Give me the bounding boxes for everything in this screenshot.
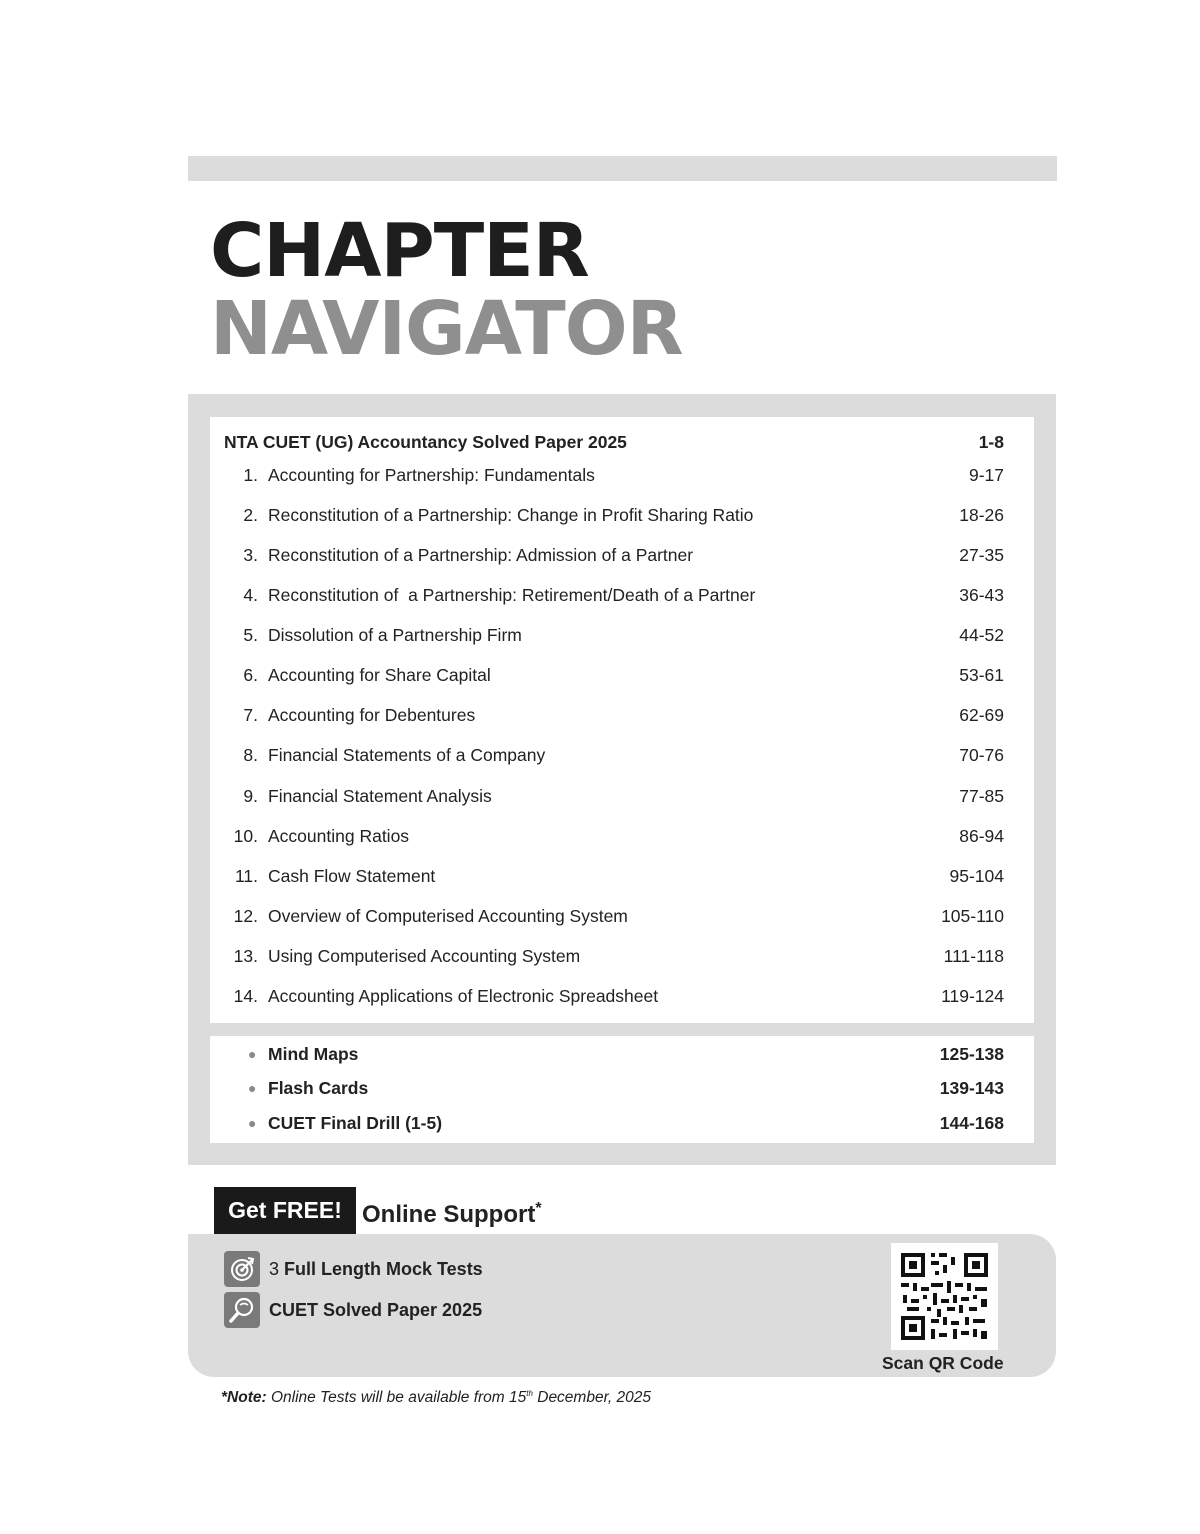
chapter-pages: 111-118 xyxy=(943,946,1004,966)
chapter-title: Reconstitution of a Partnership: Admission of a Partner xyxy=(268,545,694,565)
support-item-label: Full Length Mock Tests xyxy=(284,1258,483,1279)
chapter-number: 9. xyxy=(243,786,258,806)
toc-chapter-row[interactable] xyxy=(210,660,1034,690)
support-item-mock-tests[interactable] xyxy=(224,1251,483,1287)
online-support-mark: * xyxy=(535,1200,542,1217)
chapter-title: Accounting Ratios xyxy=(268,826,410,846)
chapter-number: 11. xyxy=(234,866,258,886)
extra-pages: 125-138 xyxy=(939,1044,1004,1064)
toc-header-label: NTA CUET (UG) Accountancy Solved Paper 2025 xyxy=(224,432,627,452)
chapter-pages: 62-69 xyxy=(959,705,1004,725)
extra-pages: 144-168 xyxy=(939,1113,1004,1133)
chapter-number: 5. xyxy=(243,625,258,645)
chapter-pages: 36-43 xyxy=(959,585,1004,605)
bullet-icon: ● xyxy=(248,1115,257,1131)
chapter-pages: 9-17 xyxy=(968,465,1004,485)
chapter-title: Reconstitution of a Partnership: Change in Profit Sharing Ratio xyxy=(268,505,754,525)
toc-chapter-row[interactable] xyxy=(210,781,1034,811)
chapter-pages: 105-110 xyxy=(941,906,1004,926)
support-item-prefix: 3 xyxy=(269,1258,285,1279)
footnote xyxy=(221,1389,651,1407)
chapter-pages: 44-52 xyxy=(959,625,1004,645)
toc-chapter-row[interactable] xyxy=(210,740,1034,770)
chapter-pages: 53-61 xyxy=(959,665,1004,685)
chapter-title: Financial Statement Analysis xyxy=(268,786,492,806)
support-item-solved-paper[interactable] xyxy=(224,1292,482,1328)
note-label: *Note: xyxy=(221,1389,267,1407)
extra-title: Flash Cards xyxy=(268,1078,369,1098)
chapter-number: 14. xyxy=(233,986,258,1006)
support-item-label: CUET Solved Paper 2025 xyxy=(269,1299,483,1320)
note-sup: th xyxy=(526,1389,533,1398)
chapter-pages: 95-104 xyxy=(949,866,1004,886)
toc-extras-list xyxy=(210,1036,1034,1143)
chapter-title: Dissolution of a Partnership Firm xyxy=(268,625,522,645)
chapter-pages: 70-76 xyxy=(959,745,1004,765)
note-date: December, 2025 xyxy=(532,1389,651,1407)
chapter-title: Using Computerised Accounting System xyxy=(268,946,581,966)
chapter-number: 7. xyxy=(243,705,258,725)
qr-label: Scan QR Code xyxy=(882,1353,1004,1373)
chapter-pages: 119-124 xyxy=(941,986,1004,1006)
chapter-title: Financial Statements of a Company xyxy=(268,745,546,765)
chapter-title: Accounting for Partnership: Fundamentals xyxy=(268,465,595,485)
extra-pages: 139-143 xyxy=(939,1078,1004,1098)
toc-chapter-row[interactable] xyxy=(210,981,1034,1011)
top-band xyxy=(188,156,1057,181)
online-support-text: Online Support xyxy=(362,1201,536,1228)
chapter-pages: 77-85 xyxy=(959,786,1004,806)
title-line-2: NAVIGATOR xyxy=(210,286,683,372)
magnifier-icon xyxy=(224,1292,260,1328)
chapter-title: Cash Flow Statement xyxy=(268,866,436,886)
toc-chapter-row[interactable] xyxy=(210,580,1034,610)
chapter-title: Overview of Computerised Accounting System xyxy=(268,906,628,926)
chapter-pages: 18-26 xyxy=(959,505,1004,525)
chapter-number: 4. xyxy=(243,585,258,605)
note-text: Online Tests will be available from 15 xyxy=(266,1389,527,1407)
toc-frame xyxy=(188,394,1056,1165)
toc-main-list xyxy=(210,417,1034,1023)
toc-chapter-row[interactable] xyxy=(210,460,1034,490)
chapter-number: 10. xyxy=(233,826,258,846)
online-support-heading xyxy=(362,1200,542,1229)
toc-header-pages: 1-8 xyxy=(978,432,1004,452)
toc-chapter-row[interactable] xyxy=(210,620,1034,650)
qr-code[interactable] xyxy=(891,1243,998,1350)
toc-chapter-row[interactable] xyxy=(210,821,1034,851)
chapter-pages: 86-94 xyxy=(959,826,1004,846)
title-line-1: CHAPTER xyxy=(210,208,589,294)
toc-chapter-row[interactable] xyxy=(210,941,1034,971)
toc-chapter-row[interactable] xyxy=(210,901,1034,931)
chapter-number: 2. xyxy=(243,505,258,525)
chapter-number: 12. xyxy=(233,906,258,926)
chapter-pages: 27-35 xyxy=(959,545,1004,565)
toc-extra-row[interactable] xyxy=(210,1073,1034,1103)
extra-title: Mind Maps xyxy=(268,1044,359,1064)
toc-extra-row[interactable] xyxy=(210,1039,1034,1069)
toc-chapter-row[interactable] xyxy=(210,540,1034,570)
get-free-badge: Get FREE! xyxy=(214,1187,356,1234)
toc-chapter-row[interactable] xyxy=(210,861,1034,891)
chapter-title: Reconstitution of a Partnership: Retirement/Death of a Partner xyxy=(268,585,756,605)
extra-title: CUET Final Drill (1-5) xyxy=(268,1113,443,1133)
toc-chapter-row[interactable] xyxy=(210,500,1034,530)
page-title xyxy=(210,208,683,372)
chapter-title: Accounting for Share Capital xyxy=(268,665,491,685)
bullet-icon: ● xyxy=(248,1080,257,1096)
chapter-number: 8. xyxy=(243,745,258,765)
chapter-title: Accounting Applications of Electronic Spreadsheet xyxy=(268,986,659,1006)
chapter-number: 6. xyxy=(243,665,258,685)
toc-extra-row[interactable] xyxy=(210,1108,1034,1138)
chapter-number: 1. xyxy=(243,465,258,485)
online-support-panel xyxy=(188,1234,1056,1377)
chapter-number: 3. xyxy=(243,545,258,565)
toc-chapter-row[interactable] xyxy=(210,700,1034,730)
bullet-icon: ● xyxy=(248,1046,257,1062)
target-icon xyxy=(224,1251,260,1287)
chapter-number: 13. xyxy=(233,946,258,966)
toc-header-row[interactable] xyxy=(210,427,1034,457)
chapter-title: Accounting for Debentures xyxy=(268,705,476,725)
